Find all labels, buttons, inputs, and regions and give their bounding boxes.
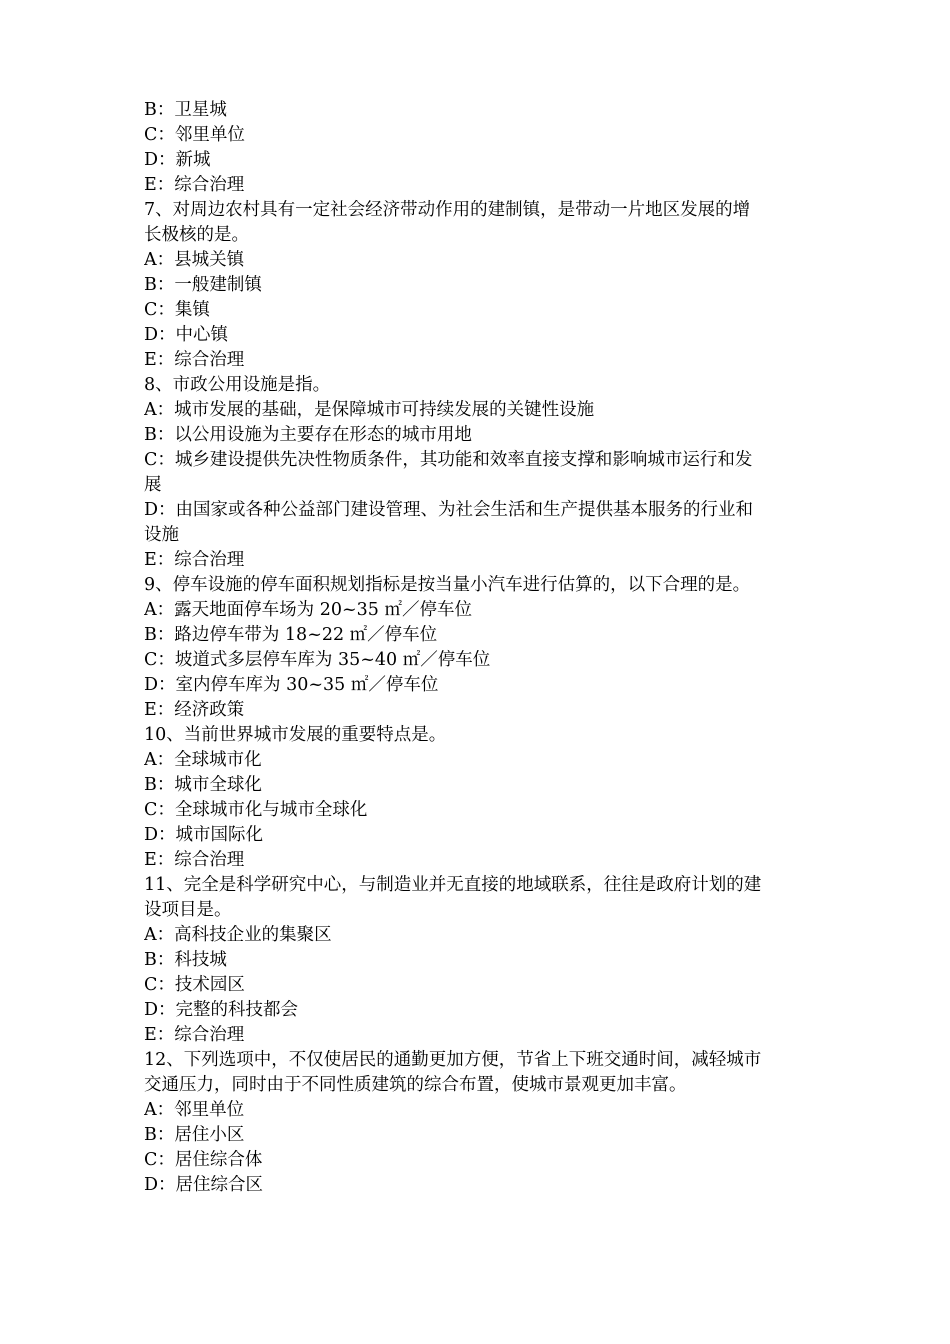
document-body [144,98,814,1198]
text-line: D：居住综合区 [144,1175,264,1195]
text-line: C：居住综合体 [144,1150,263,1170]
question-text-line: 9、停车设施的停车面积规划指标是按当量小汽车进行估算的，以下合理的是。 [144,575,751,595]
text-line: 展 [144,475,162,495]
text-line: A：邻里单位 [144,1100,245,1120]
text-line: C：邻里单位 [144,125,245,145]
question-text-line: 设项目是。 [144,900,232,920]
text-line: E：综合治理 [144,1025,245,1045]
text-line: E：综合治理 [144,350,245,370]
question-text-line: 8、市政公用设施是指。 [144,375,331,395]
text-line: E：综合治理 [144,850,245,870]
text-line: B：科技城 [144,950,227,970]
text-line: A：城市发展的基础，是保障城市可持续发展的关键性设施 [144,400,595,420]
text-line: D：新城 [144,150,211,170]
text-line: D：中心镇 [144,325,229,345]
text-line: B：路边停车带为 18~22 ㎡／停车位 [144,625,438,645]
text-line: B：一般建制镇 [144,275,262,295]
text-line: B：居住小区 [144,1125,245,1145]
text-line: D：完整的科技都会 [144,1000,299,1020]
text-line: B：城市全球化 [144,775,262,795]
text-line: C：集镇 [144,300,210,320]
question-text-line: 10、当前世界城市发展的重要特点是。 [144,725,447,745]
text-line: C：城乡建设提供先决性物质条件，其功能和效率直接支撑和影响城市运行和发 [144,450,753,470]
text-line: A：全球城市化 [144,750,262,770]
text-line: A：高科技企业的集聚区 [144,925,332,945]
text-line: E：经济政策 [144,700,245,720]
question-text-line: 11、完全是科学研究中心，与制造业并无直接的地域联系，往往是政府计划的建 [144,875,762,895]
text-line: E：综合治理 [144,550,245,570]
text-line: A：县城关镇 [144,250,245,270]
text-line: B：卫星城 [144,100,227,120]
text-line: C：技术园区 [144,975,245,995]
text-line: D：城市国际化 [144,825,264,845]
text-line: B：以公用设施为主要存在形态的城市用地 [144,425,472,445]
text-line: D：室内停车库为 30~35 ㎡／停车位 [144,675,439,695]
question-text-line: 12、下列选项中，不仅使居民的通勤更加方便，节省上下班交通时间，减轻城市 [144,1050,762,1070]
text-line: 设施 [144,525,179,545]
question-text-line: 交通压力，同时由于不同性质建筑的综合布置，使城市景观更加丰富。 [144,1075,687,1095]
text-line: D：由国家或各种公益部门建设管理、为社会生活和生产提供基本服务的行业和 [144,500,754,520]
text-line: E：综合治理 [144,175,245,195]
text-line: A：露天地面停车场为 20~35 ㎡／停车位 [144,600,472,620]
question-text-line: 长极核的是。 [144,225,249,245]
question-text-line: 7、对周边农村具有一定社会经济带动作用的建制镇，是带动一片地区发展的增 [144,200,751,220]
text-line: C：全球城市化与城市全球化 [144,800,368,820]
text-line: C：坡道式多层停车库为 35~40 ㎡／停车位 [144,650,491,670]
